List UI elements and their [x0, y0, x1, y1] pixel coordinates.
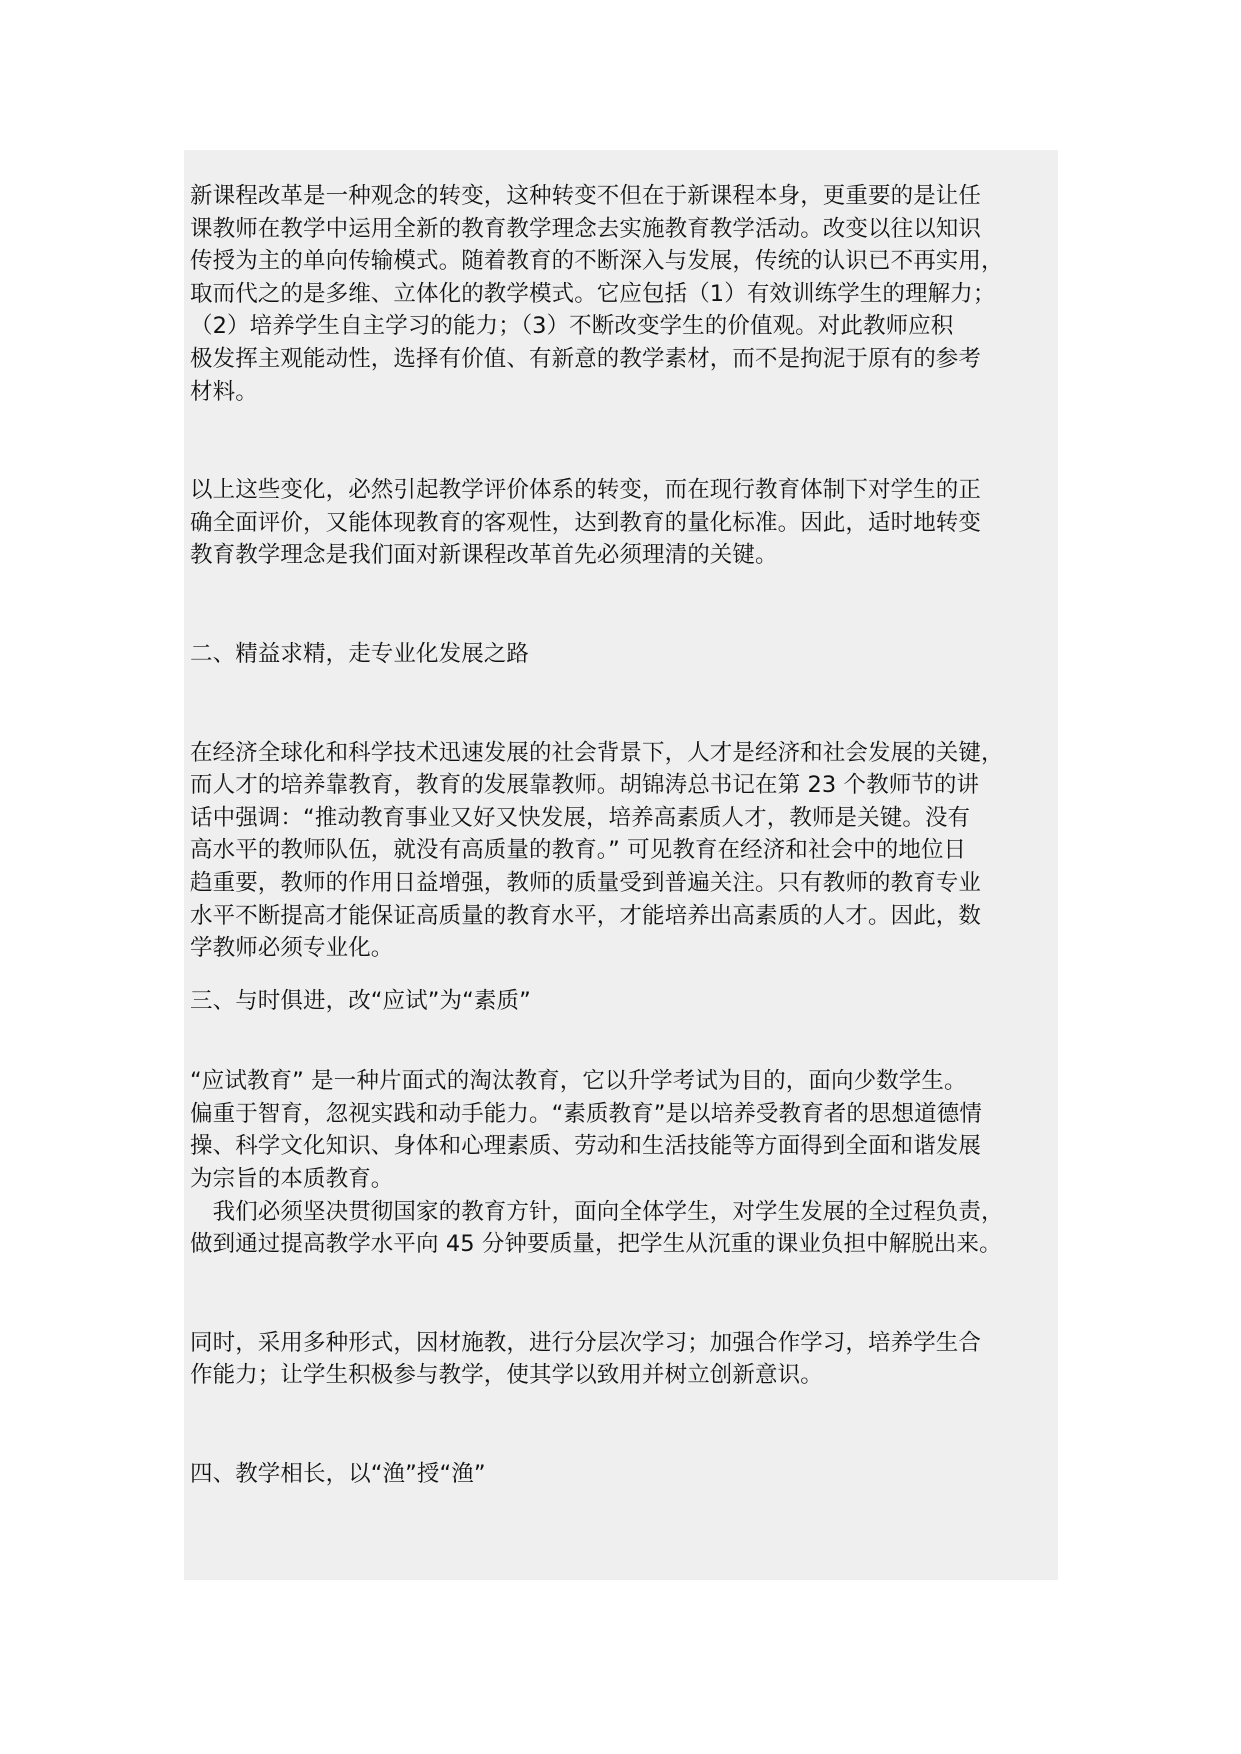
- spacer: [190, 408, 1052, 474]
- text-panel: [184, 150, 1058, 1580]
- spacer: [190, 1392, 1052, 1458]
- section-heading-3: 三、与时俱进，改“应试”为“素质”: [190, 987, 531, 1014]
- section-heading-4: 四、教学相长，以“渔”授“渔”: [190, 1461, 486, 1488]
- section-heading-2: 二、精益求精，走专业化发展之路: [190, 640, 530, 667]
- paragraph-quality-education: “应试教育” 是一种片面式的淘汰教育，它以升学考试为目的，面向少数学生。 偏重于智育，忽视实践和动手能力。“素质教育”是以培养受教育者的思想道德情 操、科学文化知识、身体和心理素质、劳动和生活技能等方面得到全面和谐发展 为宗旨的本质教育。 我们必须坚决贯彻国家的教育方针，面向全体学生，对学生发展的全过程负责， 做到通过提高教学水平向 45 分钟要质量，把学生从沉重的课业负担中解脱出来。: [190, 1068, 1004, 1258]
- paragraph-teaching-methods: 同时，采用多种形式，因材施教，进行分层次学习；加强合作学习，培养学生合 作能力；让学生积极参与教学，使其学以致用并树立创新意识。: [190, 1329, 982, 1389]
- spacer: [190, 1261, 1052, 1327]
- paragraph-evaluation-system: 以上这些变化，必然引起教学评价体系的转变，而在现行教育体制下对学生的正 确全面评价，又能体现教育的客观性，达到教育的量化标准。因此，适时地转变 教育教学理念是我们面对新课程改革首先必须理清的关键。: [190, 477, 982, 569]
- paragraph-curriculum-reform: 新课程改革是一种观念的转变，这种转变不但在于新课程本身，更重要的是让任 课教师在教学中运用全新的教育教学理念去实施教育教学活动。改变以往以知识 传授为主的单向传输模式。随着教育的不断深入与发展，传统的认识已不再实用， 取而代之的是多维、立体化的教学模式。它应包括（1）有效训练学生的理解力； （2）培养学生自主学习的能力；（3）不断改变学生的价值观。对此教师应积 极发挥主观能动性，选择有价值、有新意的教学素材，而不是拘泥于原有的参考 材料。: [190, 183, 1004, 405]
- spacer: [190, 1017, 1052, 1065]
- spacer: [190, 671, 1052, 737]
- paragraph-professionalization: 在经济全球化和科学技术迅速发展的社会背景下，人才是经济和社会发展的关键， 而人才的培养靠教育，教育的发展靠教师。胡锦涛总书记在第 23 个教师节的讲 话中强调：“推动教育事业又好又快发展，培养高素质人才，教师是关键。没有 高水平的教师队伍，就没有高质量的教育。” 可见教育在经济和社会中的地位日 趋重要，教师的作用日益增强，教师的质量受到普遍关注。只有教师的教育专业 水平不断提高才能保证高质量的教育水平，才能培养出高素质的人才。因此，数 学教师必须专业化。: [190, 739, 1004, 962]
- spacer: [190, 572, 1052, 638]
- spacer: [190, 965, 1052, 985]
